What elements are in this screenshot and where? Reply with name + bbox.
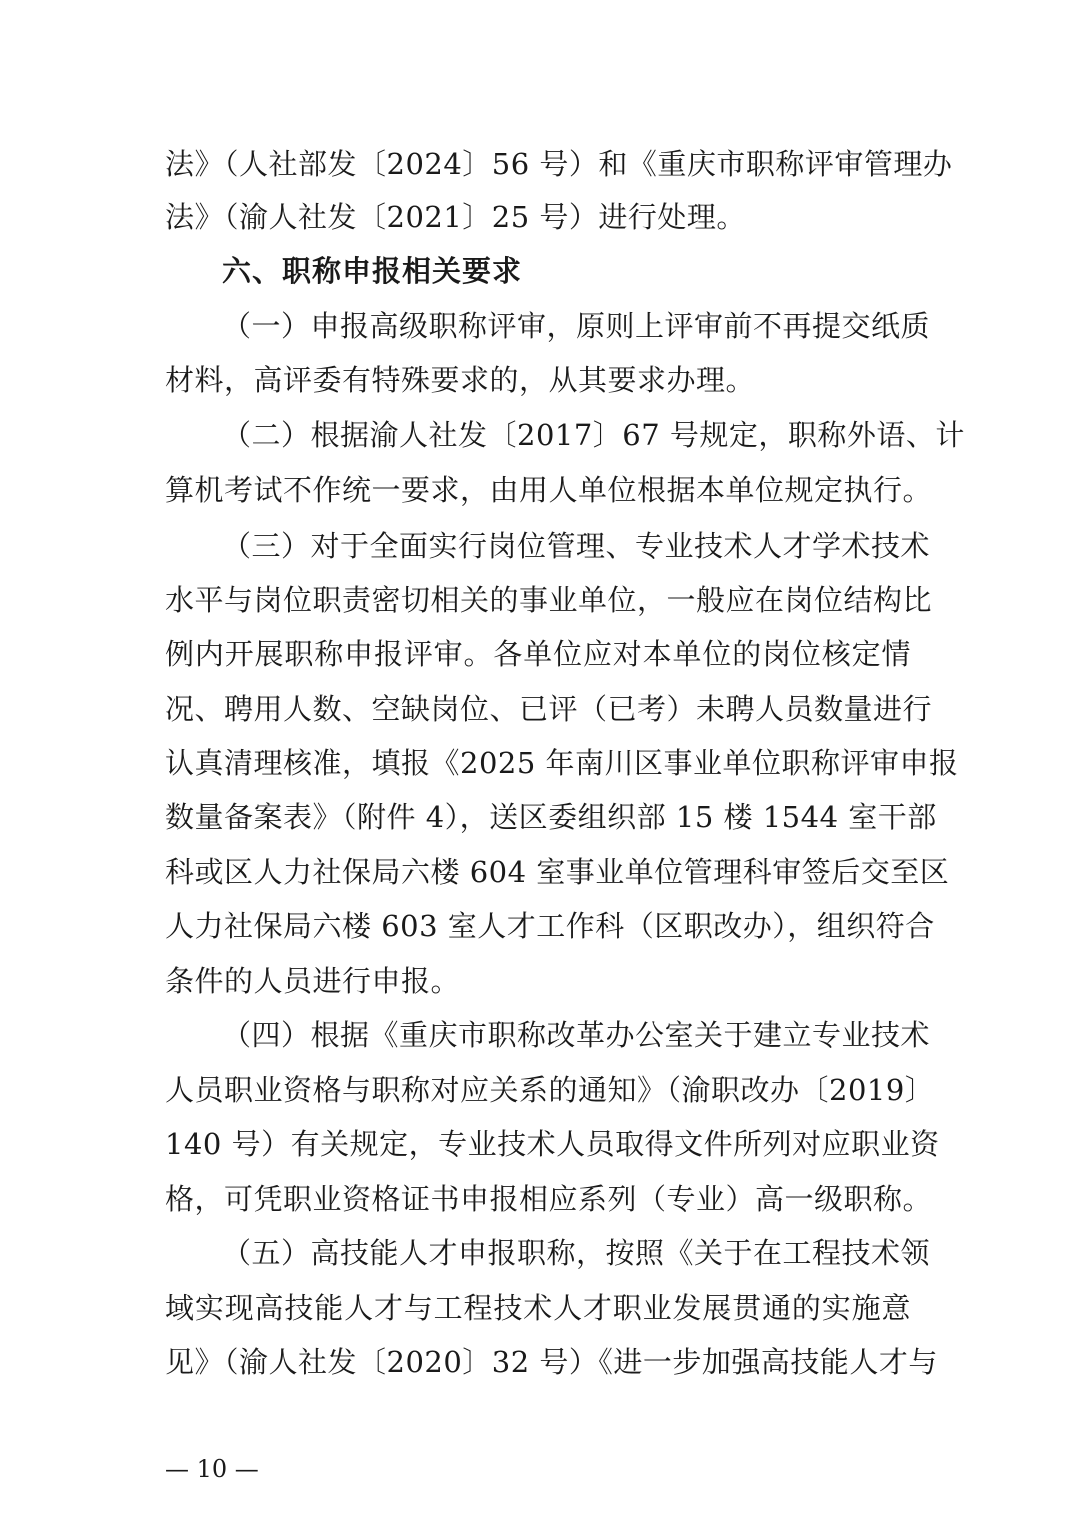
text-line: 法》（渝人社发〔2021〕25 号）进行处理。: [165, 200, 746, 234]
text-line: 格，可凭职业资格证书申报相应系列（专业）高一级职称。: [165, 1182, 933, 1216]
text-line: 算机考试不作统一要求，由用人单位根据本单位规定执行。: [165, 473, 933, 507]
text-line: 况、聘用人数、空缺岗位、已评（已考）未聘人员数量进行: [165, 692, 933, 726]
text-line: 认真清理核准，填报《2025 年南川区事业单位职称评审申报: [165, 746, 959, 780]
text-line: （一）申报高级职称评审，原则上评审前不再提交纸质: [222, 309, 931, 343]
text-line: 水平与岗位职责密切相关的事业单位，一般应在岗位结构比: [165, 583, 933, 617]
text-line: 数量备案表》（附件 4），送区委组织部 15 楼 1544 室干部: [165, 800, 937, 834]
text-line: （三）对于全面实行岗位管理、专业技术人才学术技术: [222, 529, 931, 563]
text-line: 140 号）有关规定，专业技术人员取得文件所列对应职业资: [165, 1127, 940, 1161]
page-number: — 10 —: [165, 1455, 259, 1483]
text-line: 例内开展职称申报评审。各单位应对本单位的岗位核定情: [165, 637, 911, 671]
text-line: 域实现高技能人才与工程技术人才职业发展贯通的实施意: [165, 1291, 911, 1325]
text-line: （五）高技能人才申报职称，按照《关于在工程技术领: [222, 1236, 931, 1270]
text-line: 人员职业资格与职称对应关系的通知》（渝职改办〔2019〕: [165, 1073, 935, 1107]
text-line: 法》（人社部发〔2024〕56 号）和《重庆市职称评审管理办: [165, 147, 953, 181]
text-line: （四）根据《重庆市职称改革办公室关于建立专业技术: [222, 1018, 931, 1052]
text-line: （二）根据渝人社发〔2017〕67 号规定，职称外语、计: [222, 418, 965, 452]
text-line: 材料，高评委有特殊要求的，从其要求办理。: [165, 363, 756, 397]
text-line: 条件的人员进行申报。: [165, 964, 461, 998]
text-line: 人力社保局六楼 603 室人才工作科（区职改办），组织符合: [165, 909, 935, 943]
text-line: 见》（渝人社发〔2020〕32 号）《进一步加强高技能人才与: [165, 1345, 938, 1379]
section-heading: 六、职称申报相关要求: [222, 254, 523, 288]
text-line: 科或区人力社保局六楼 604 室事业单位管理科审签后交至区: [165, 855, 950, 889]
